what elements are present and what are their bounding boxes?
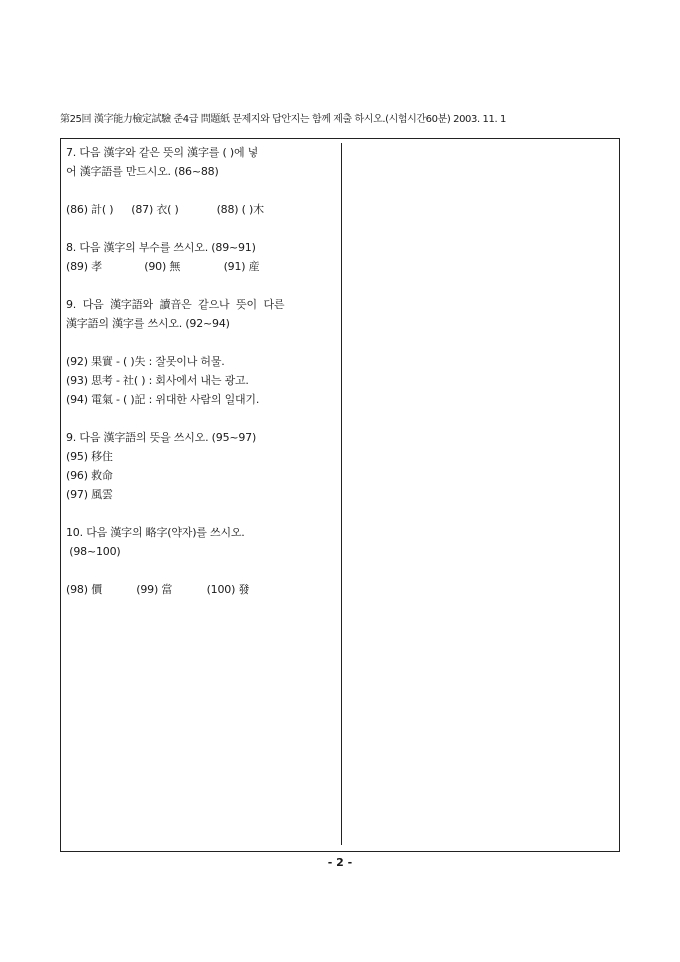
- q10-items: [66, 580, 338, 599]
- q8-item-89: (89) 孝: [66, 260, 102, 273]
- q9a-item-92: (92) 果實 - ( )失 : 잘못이나 허물.: [66, 355, 225, 368]
- q7-instruction-line2: 어 漢字語를 만드시오. (86~88): [66, 165, 219, 178]
- question-column: [66, 143, 338, 599]
- q7-item-88: (88) ( )木: [216, 203, 264, 216]
- q7-item-87: (87) 衣( ): [131, 203, 179, 216]
- q10-item-99: (99) 當: [136, 583, 173, 596]
- q7-items: [66, 200, 338, 219]
- q9a-instruction-line2: 漢字語의 漢字를 쓰시오. (92~94): [66, 317, 230, 330]
- exam-header: 第25回 漢字能力檢定試驗 준4급 問題紙 문제지와 답안지는 함께 제출 하시오.(시험시간60분) 2003. 11. 1: [60, 114, 506, 125]
- q9b-item-95: (95) 移住: [66, 450, 113, 463]
- q9a-instruction-line1: 9. 다음 漢字語와 讀音은 같으나 뜻이 다른: [66, 298, 285, 311]
- q8-items: [66, 257, 338, 276]
- q9a-item-94: (94) 電氣 - ( )記 : 위대한 사람의 일대기.: [66, 393, 260, 406]
- q9a-item-93: (93) 思考 - 社( ) : 회사에서 내는 광고.: [66, 374, 249, 387]
- q10-item-100: (100) 發: [206, 583, 250, 596]
- column-divider: [341, 143, 342, 845]
- q9b-item-96: (96) 救命: [66, 469, 113, 482]
- q10-instruction-line2: (98~100): [66, 545, 121, 558]
- q8-item-90: (90) 無: [144, 260, 181, 273]
- page-number: - 2 -: [327, 856, 353, 869]
- q7-instruction-line1: 7. 다음 漢字와 같은 뜻의 漢字를 ( )에 넣: [66, 146, 259, 159]
- q8-item-91: (91) 産: [223, 260, 260, 273]
- q9b-instruction: 9. 다음 漢字語의 뜻을 쓰시오. (95~97): [66, 431, 257, 444]
- question-frame: [60, 138, 620, 852]
- q9b-item-97: (97) 風雲: [66, 488, 113, 501]
- q10-item-98: (98) 價: [66, 583, 102, 596]
- q7-item-86: (86) 計( ): [66, 203, 114, 216]
- q10-instruction-line1: 10. 다음 漢字의 略字(약자)를 쓰시오.: [66, 526, 245, 539]
- q8-instruction: 8. 다음 漢字의 부수를 쓰시오. (89~91): [66, 241, 256, 254]
